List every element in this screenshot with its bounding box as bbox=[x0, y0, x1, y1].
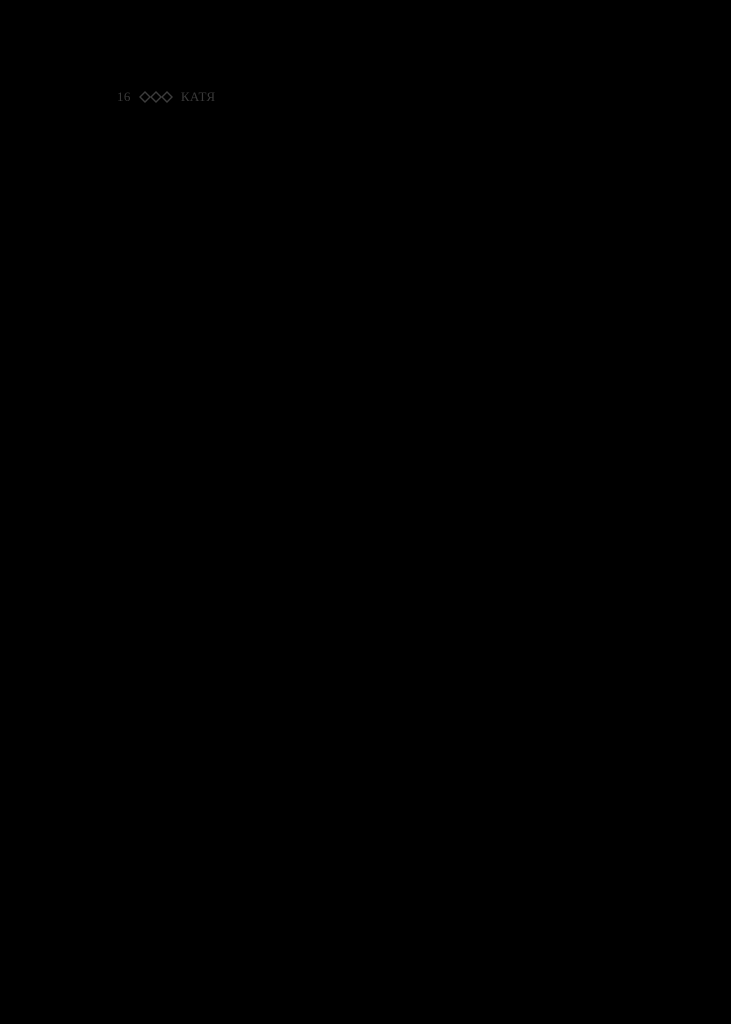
paragraph-line bbox=[117, 854, 645, 878]
page-header bbox=[117, 87, 215, 107]
paragraph-line bbox=[117, 734, 645, 758]
paragraph-line bbox=[117, 758, 645, 782]
paragraph-line bbox=[117, 230, 645, 254]
paragraph-line bbox=[117, 206, 645, 230]
paragraph-line bbox=[117, 134, 645, 158]
running-title: КАТЯ bbox=[180, 89, 216, 104]
paragraph-line bbox=[117, 638, 645, 662]
paragraph-line bbox=[117, 182, 645, 206]
paragraph-line bbox=[117, 350, 645, 374]
paragraph-line bbox=[117, 470, 645, 494]
paragraph-line bbox=[117, 254, 645, 278]
paragraph-line bbox=[117, 518, 645, 542]
paragraph-line bbox=[117, 158, 645, 182]
paragraph-line bbox=[117, 878, 645, 902]
paragraph-line bbox=[117, 374, 645, 398]
triple-diamond-ornament-icon bbox=[139, 91, 173, 103]
paragraph-line bbox=[117, 422, 645, 446]
paragraph-line bbox=[117, 302, 645, 326]
page-number: 16 bbox=[117, 89, 131, 104]
paragraph-line bbox=[117, 494, 645, 518]
paragraph-line bbox=[117, 830, 645, 854]
paragraph-line bbox=[117, 806, 645, 830]
paragraph-line bbox=[117, 686, 645, 710]
paragraph-line bbox=[117, 542, 645, 566]
body-text bbox=[117, 134, 645, 920]
paragraph-line bbox=[117, 398, 645, 422]
paragraph-line bbox=[117, 326, 645, 350]
paragraph-line bbox=[117, 782, 645, 806]
paragraph-line bbox=[117, 710, 645, 734]
paragraph-line bbox=[117, 446, 645, 470]
paragraph-line bbox=[117, 590, 645, 614]
paragraph-line bbox=[117, 662, 645, 686]
paragraph-line bbox=[117, 278, 645, 302]
paragraph-line bbox=[117, 566, 645, 590]
paragraph-line bbox=[117, 614, 645, 638]
